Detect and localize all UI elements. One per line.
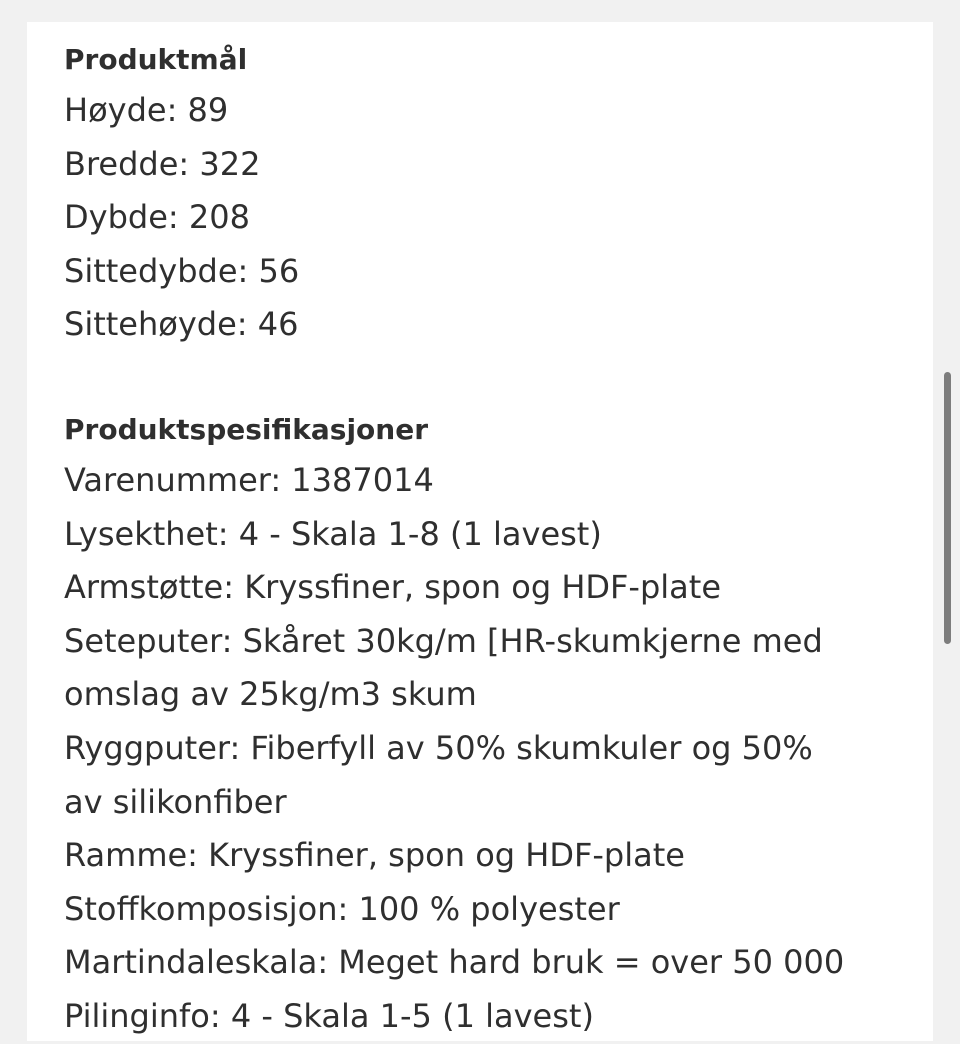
section-spacer: [64, 352, 904, 406]
spec-frame: Ramme: Kryssfiner, spon og HDF-plate: [64, 836, 685, 875]
spec-martindale: Martindaleskala: Meget hard bruk = over 50 000: [64, 943, 845, 982]
dimension-seat-height: Sittehøyde: 46: [64, 305, 299, 344]
spec-armrest: Armstøtte: Kryssfiner, spon og HDF-plate: [64, 568, 722, 607]
product-details: [64, 36, 904, 1044]
dimension-width: Bredde: 322: [64, 144, 261, 183]
dimension-seat-depth: Sittedybde: 56: [64, 251, 300, 290]
spec-fabric-composition: Stoffkomposisjon: 100 % polyester: [64, 889, 620, 928]
dimension-depth: Dybde: 208: [64, 198, 250, 237]
spec-seat-cushions: Seteputer: Skåret 30kg/m [HR-skumkjerne med: [64, 621, 823, 660]
spec-back-cushions-cont: av silikonfiber: [64, 782, 287, 821]
dimensions-heading: Produktmål: [64, 43, 248, 76]
spec-item-number: Varenummer: 1387014: [64, 460, 434, 499]
spec-back-cushions: Ryggputer: Fiberfyll av 50% skumkuler og 50%: [64, 728, 813, 767]
dimension-height: Høyde: 89: [64, 91, 229, 129]
vertical-scrollbar[interactable]: [944, 372, 951, 644]
spec-seat-cushions-cont: omslag av 25kg/m3 skum: [64, 675, 477, 714]
specs-heading: Produktspesifikasjoner: [64, 412, 429, 446]
spec-pilling: Pilinginfo: 4 - Skala 1-5 (1 lavest): [64, 996, 594, 1035]
spec-lightfastness: Lysekthet: 4 - Skala 1-8 (1 lavest): [64, 514, 602, 553]
